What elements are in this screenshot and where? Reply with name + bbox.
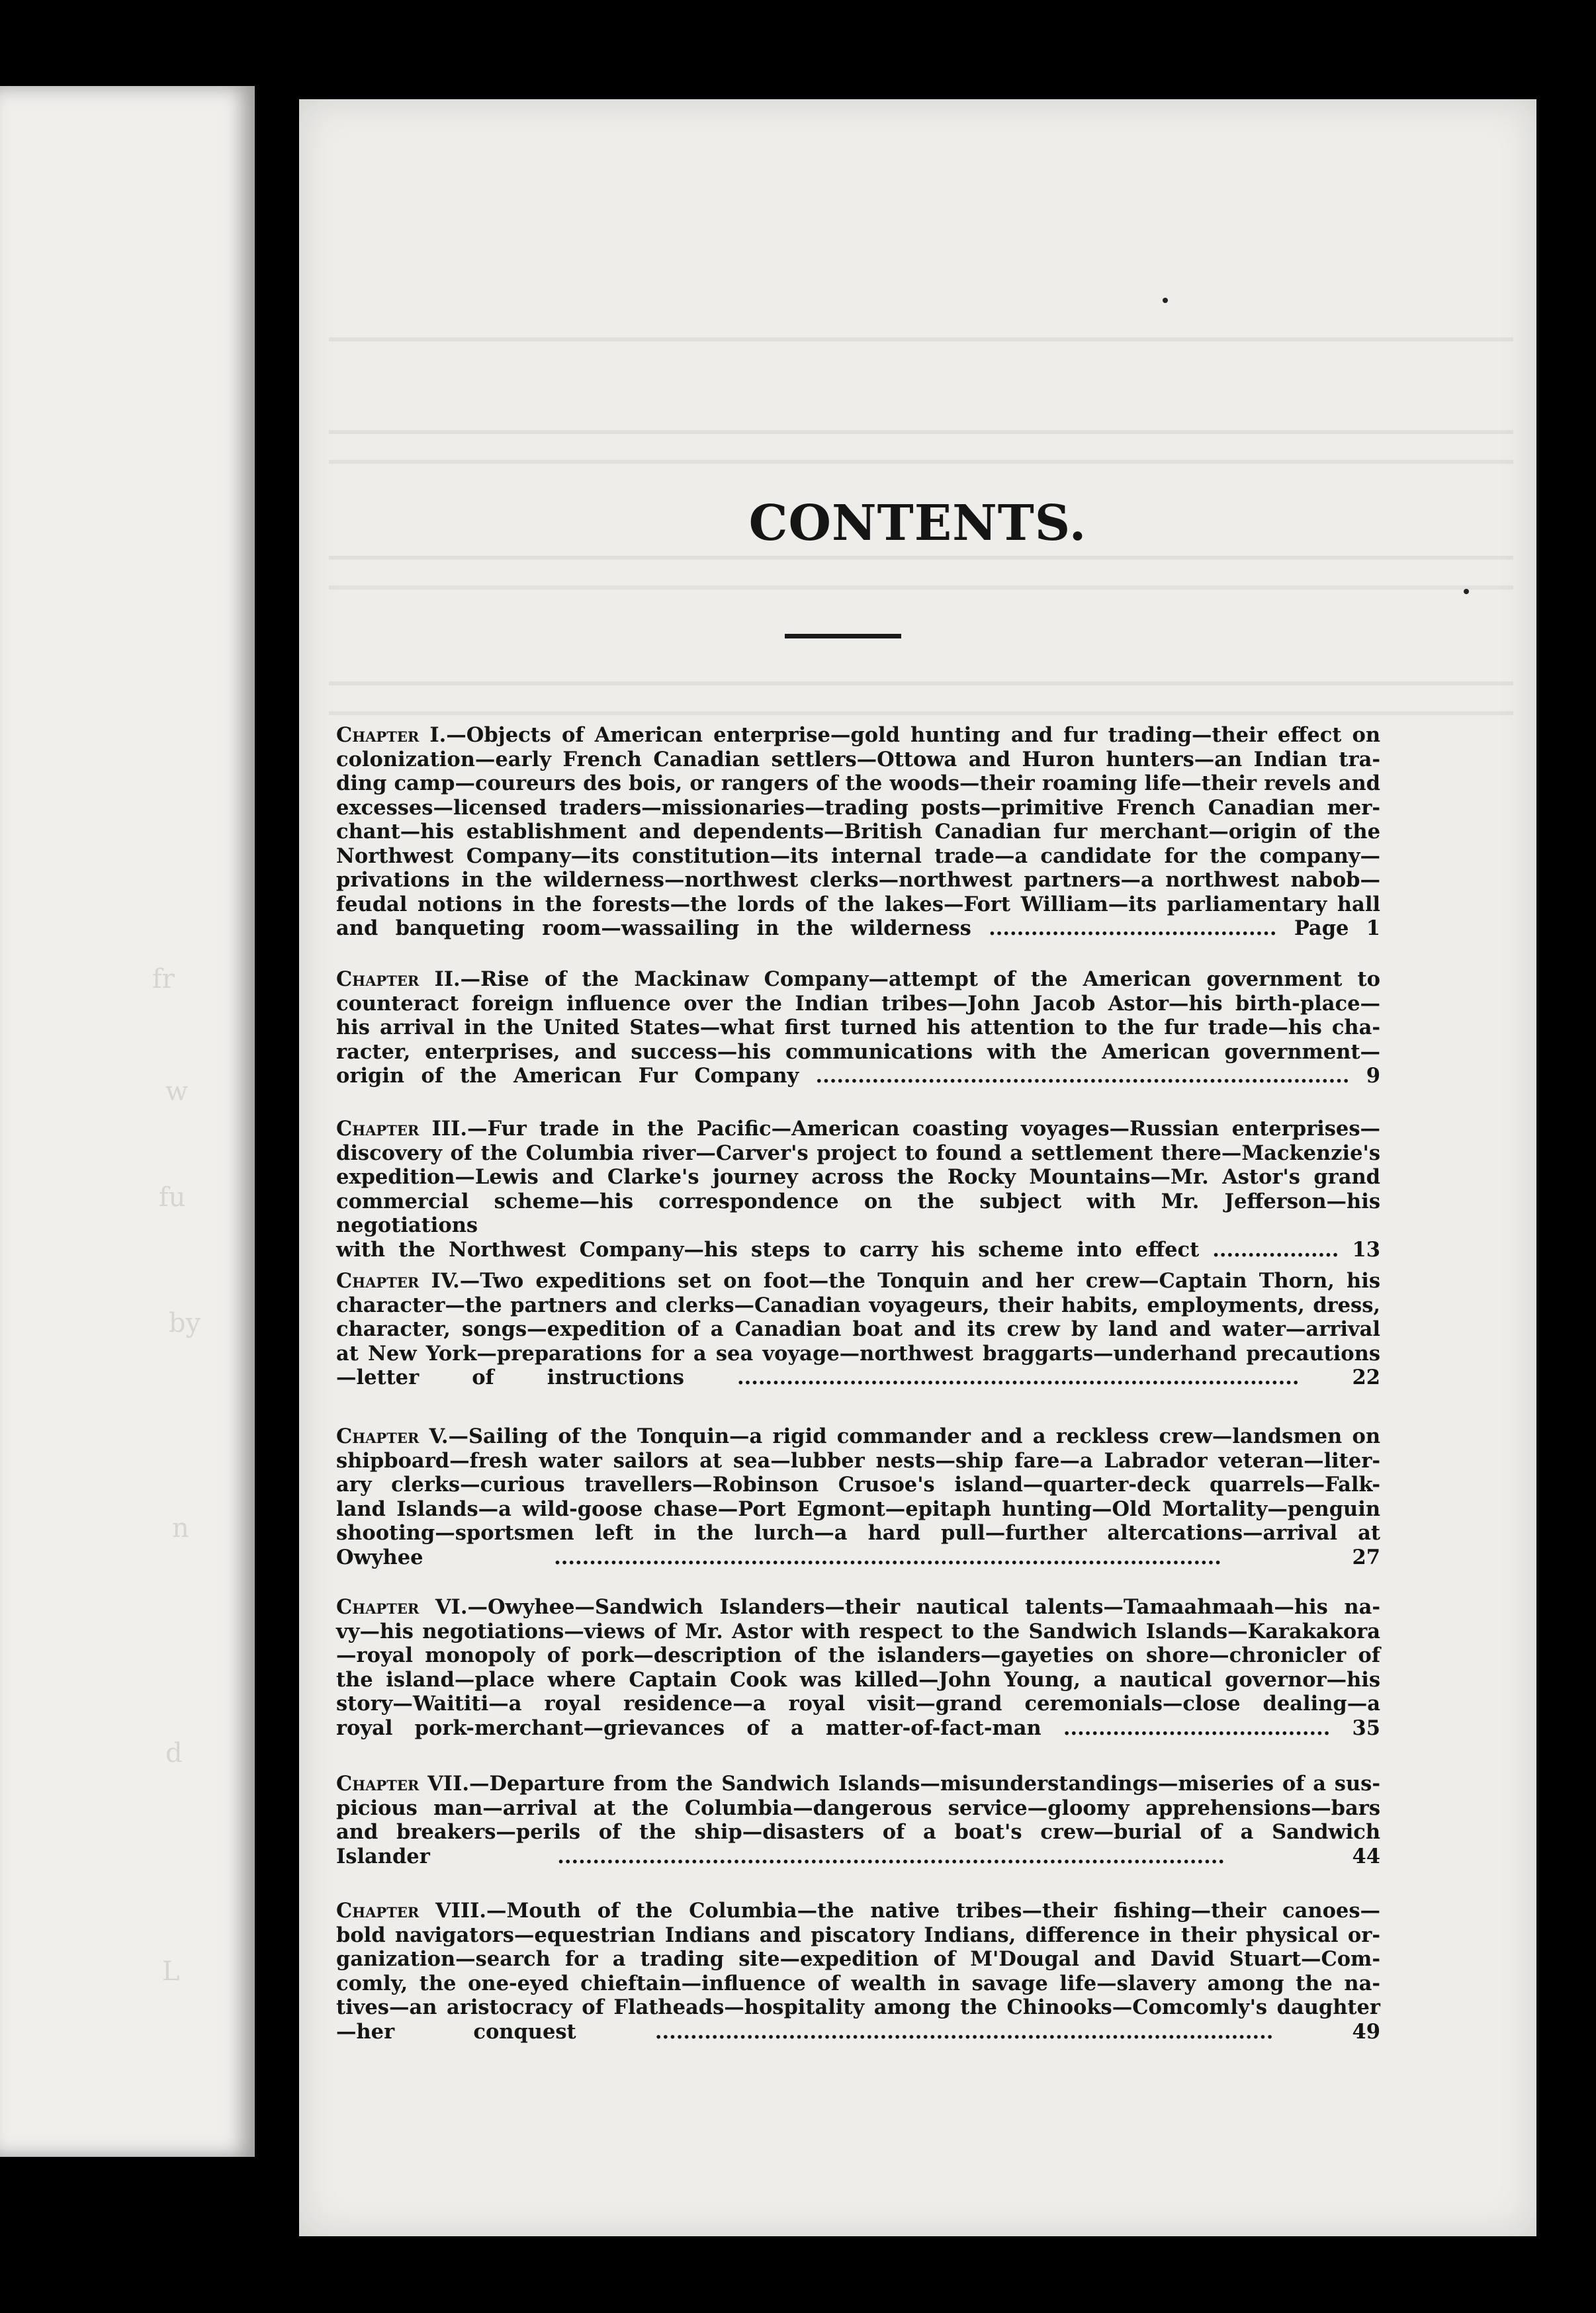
entry-line: racter, enterprises, and success—his communications with the American government— [336, 1039, 1380, 1064]
entry-line: at New York—preparations for a sea voyage—northwest braggarts—underhand precautions [336, 1341, 1380, 1366]
contents-entry [336, 1595, 1380, 1740]
contents-entry [336, 1772, 1380, 1868]
entry-line: —Rise of the Mackinaw Company—attempt of the American government to [460, 967, 1380, 991]
ink-speck [1464, 589, 1469, 594]
entry-line: vy—his negotiations—views of Mr. Astor with respect to the Sandwich Islands—Karakakora [336, 1619, 1380, 1643]
show-through-text: n [172, 1513, 189, 1544]
entry-line: Islander ............................................................................................... 44 [336, 1844, 1380, 1868]
entry-line: land Islands—a wild-goose chase—Port Egmont—epitaph hunting—Old Mortality—penguin [336, 1497, 1380, 1521]
entry-line: counteract foreign influence over the Indian tribes—John Jacob Astor—his birth-place— [336, 991, 1380, 1016]
chapter-label: Chapter VII. [336, 1772, 469, 1796]
entry-line: Northwest Company—its constitution—its internal trade—a candidate for the company— [336, 844, 1380, 868]
show-through [329, 556, 1513, 560]
contents-entry [336, 1269, 1380, 1390]
entry-line: Owyhee ............................................................................................... 27 [336, 1545, 1380, 1569]
entry-line: the island—place where Captain Cook was killed—John Young, a nautical governor—his [336, 1667, 1380, 1692]
chapter-label: Chapter II. [336, 967, 461, 991]
entry-line: commercial scheme—his correspondence on the subject with Mr. Jefferson—his negotiations [336, 1189, 1380, 1237]
show-through [329, 460, 1513, 464]
entry-line: feudal notions in the forests—the lords of the lakes—Fort William—its parliamentary hall [336, 892, 1380, 916]
page-title: CONTENTS. [748, 495, 1087, 552]
entry-line: privations in the wilderness—northwest clerks—northwest partners—a northwest nabob— [336, 868, 1380, 892]
entry-line: excesses—licensed traders—missionaries—trading posts—primitive French Canadian mer- [336, 795, 1380, 820]
entry-line: with the Northwest Company—his steps to carry his scheme into effect .................. 13 [336, 1237, 1380, 1262]
entry-line: shipboard—fresh water sailors at sea—lubber nests—ship fare—a Labrador veteran—liter- [336, 1448, 1380, 1473]
show-through-text: fu [159, 1182, 186, 1213]
entry-line: ganization—search for a trading site—expedition of M'Dougal and David Stuart—Com- [336, 1947, 1380, 1971]
left-facing-page [0, 86, 255, 2157]
entry-line: story—Waititi—a royal residence—a royal visit—grand ceremonials—close dealing—a [336, 1692, 1380, 1716]
entry-line: ding camp—coureurs des bois, or rangers of the woods—their roaming life—their revels and [336, 771, 1380, 795]
entry-line: chant—his establishment and dependents—British Canadian fur merchant—origin of the [336, 820, 1380, 844]
show-through [329, 681, 1513, 685]
show-through-text: d [165, 1738, 183, 1768]
entry-line: ary clerks—curious travellers—Robinson Crusoe's island—quarter-deck quarrels—Falk- [336, 1473, 1380, 1497]
entry-line: royal pork-merchant—grievances of a matter-of-fact-man ...................................... 35 [336, 1716, 1380, 1740]
entry-line: comly, the one-eyed chieftain—influence of wealth in savage life—slavery among the na- [336, 1971, 1380, 1995]
entry-line: —Mouth of the Columbia—the native tribes—their fishing—their canoes— [486, 1899, 1380, 1923]
show-through [329, 711, 1513, 715]
entry-line: —Objects of American enterprise—gold hunting and fur trading—their effect on [446, 723, 1380, 747]
chapter-label: Chapter I. [336, 723, 447, 747]
entry-line: discovery of the Columbia river—Carver's project to found a settlement there—Mackenzie's [336, 1141, 1380, 1165]
entry-line: —royal monopoly of pork—description of the islanders—gayeties on shore—chronicler of [336, 1643, 1380, 1667]
entry-line: and breakers—perils of the ship—disasters of a boat's crew—burial of a Sandwich [336, 1820, 1380, 1844]
show-through [329, 430, 1513, 434]
entry-line: —letter of instructions ................................................................................ 22 [336, 1366, 1380, 1389]
entry-line: —Departure from the Sandwich Islands—misunderstandings—miseries of a sus- [468, 1772, 1380, 1796]
entry-line: —Two expeditions set on foot—the Tonquin and her crew—Captain Thorn, his [459, 1269, 1380, 1293]
show-through-text: by [169, 1308, 201, 1338]
entry-line: tives—an aristocracy of Flatheads—hospitality among the Chinooks—Comcomly's daughter [336, 1995, 1380, 2019]
chapter-label: Chapter VIII. [336, 1899, 487, 1923]
contents-entry [336, 967, 1380, 1088]
chapter-label: Chapter V. [336, 1424, 449, 1448]
entry-line: picious man—arrival at the Columbia—dangerous service—gloomy apprehensions—bars [336, 1796, 1380, 1820]
entry-line: and banqueting room—wassailing in the wilderness ......................................... Page 1 [336, 916, 1380, 940]
entry-line: —Owyhee—Sandwich Islanders—their nautical talents—Tamaahmaah—his na- [467, 1595, 1380, 1619]
ink-speck [1163, 298, 1168, 303]
contents-page [299, 99, 1536, 2236]
entry-line: his arrival in the United States—what first turned his attention to the fur trade—his cha- [336, 1016, 1380, 1039]
entry-line: character, songs—expedition of a Canadian boat and its crew by land and water—arrival [336, 1317, 1380, 1341]
show-through-text: fr [152, 964, 175, 994]
show-through-text: w [165, 1076, 189, 1107]
contents-entry [336, 1117, 1380, 1262]
entry-line: —Sailing of the Tonquin—a rigid commander and a reckless crew—landsmen on [448, 1424, 1380, 1448]
chapter-label: Chapter III. [336, 1117, 467, 1141]
entry-line: bold navigators—equestrian Indians and piscatory Indians, difference in their physical or- [336, 1923, 1380, 1947]
chapter-label: Chapter VI. [336, 1595, 468, 1619]
show-through [329, 337, 1513, 341]
entry-line: —Fur trade in the Pacific—American coasting voyages—Russian enterprises— [466, 1117, 1380, 1141]
chapter-label: Chapter IV. [336, 1269, 460, 1293]
title-rule [785, 634, 901, 638]
entry-line: colonization—early French Canadian settlers—Ottowa and Huron hunters—an Indian tra- [336, 747, 1380, 771]
show-through [329, 586, 1513, 589]
entry-line: shooting—sportsmen left in the lurch—a hard pull—further altercations—arrival at [336, 1521, 1380, 1545]
contents-entry [336, 723, 1380, 941]
entry-line: character—the partners and clerks—Canadian voyageurs, their habits, employments, dress, [336, 1293, 1380, 1317]
contents-entry [336, 1424, 1380, 1569]
entry-line: origin of the American Fur Company ............................................................................ 9 [336, 1064, 1380, 1088]
show-through-text: L [162, 1956, 180, 1987]
contents-entry [336, 1899, 1380, 2044]
entry-line: —her conquest ........................................................................................ 49 [336, 2019, 1380, 2044]
entry-line: expedition—Lewis and Clarke's journey across the Rocky Mountains—Mr. Astor's grand [336, 1165, 1380, 1189]
